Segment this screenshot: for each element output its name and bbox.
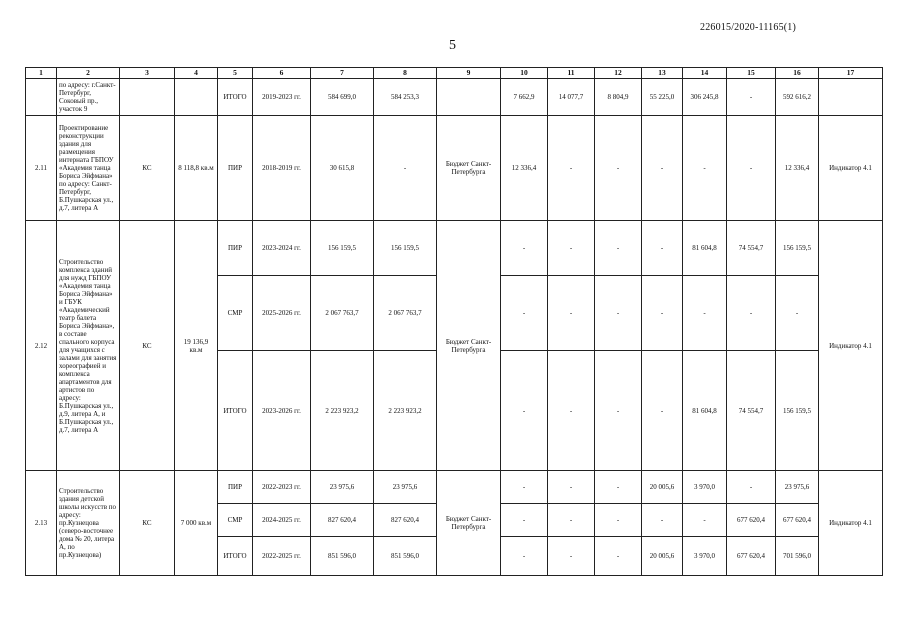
indicator-cell	[819, 79, 883, 116]
value-cell: 2 067 763,7	[311, 276, 374, 351]
item-number-cell	[26, 79, 57, 116]
period-cell: 2022-2025 гг.	[253, 537, 311, 576]
value-cell: 156 159,5	[374, 221, 437, 276]
value-cell: -	[727, 276, 776, 351]
header-cell: 10	[501, 68, 548, 79]
indicator-cell: Индикатор 4.1	[819, 221, 883, 471]
value-cell: 156 159,5	[776, 351, 819, 471]
value-cell: 827 620,4	[374, 504, 437, 537]
value-cell: -	[374, 116, 437, 221]
work-type-cell: СМР	[218, 276, 253, 351]
page-number: 5	[449, 38, 456, 53]
header-cell: 7	[311, 68, 374, 79]
value-cell: -	[501, 276, 548, 351]
period-cell: 2023-2024 гг.	[253, 221, 311, 276]
value-cell: -	[595, 351, 642, 471]
value-cell: 23 975,6	[311, 471, 374, 504]
value-cell: -	[548, 351, 595, 471]
value-cell: 156 159,5	[776, 221, 819, 276]
value-cell: -	[548, 221, 595, 276]
value-cell: -	[727, 471, 776, 504]
value-cell: 3 970,0	[683, 471, 727, 504]
value-cell: -	[501, 471, 548, 504]
source-cell: Бюджет Санкт-Петербурга	[437, 221, 501, 471]
value-cell: -	[595, 276, 642, 351]
value-cell: 2 067 763,7	[374, 276, 437, 351]
value-cell: 584 253,3	[374, 79, 437, 116]
header-cell: 12	[595, 68, 642, 79]
table-row-2-12-pir	[26, 221, 883, 276]
value-cell: 677 620,4	[776, 504, 819, 537]
indicator-cell: Индикатор 4.1	[819, 471, 883, 576]
value-cell: 81 604,8	[683, 221, 727, 276]
header-cell: 2	[57, 68, 120, 79]
object-name-cell: по адресу: г.Санкт-Петербург, Соковый пр., участок 9	[57, 79, 120, 116]
header-cell: 8	[374, 68, 437, 79]
value-cell: 677 620,4	[727, 537, 776, 576]
value-cell: 851 596,0	[374, 537, 437, 576]
header-cell: 1	[26, 68, 57, 79]
value-cell: 2 223 923,2	[374, 351, 437, 471]
value-cell: 592 616,2	[776, 79, 819, 116]
source-cell: Бюджет Санкт-Петербурга	[437, 116, 501, 221]
period-cell: 2018-2019 гг.	[253, 116, 311, 221]
value-cell: 30 615,8	[311, 116, 374, 221]
table-row-2-11	[26, 116, 883, 221]
value-cell: -	[548, 116, 595, 221]
header-cell: 14	[683, 68, 727, 79]
value-cell: 74 554,7	[727, 221, 776, 276]
value-cell: -	[595, 537, 642, 576]
value-cell: -	[642, 221, 683, 276]
table-row-continuation	[26, 79, 883, 116]
value-cell: -	[501, 351, 548, 471]
work-type-cell: СМР	[218, 504, 253, 537]
value-cell: -	[683, 276, 727, 351]
kind-cell	[120, 79, 175, 116]
value-cell: 584 699,0	[311, 79, 374, 116]
period-cell: 2019-2023 гг.	[253, 79, 311, 116]
period-cell: 2022-2023 гг.	[253, 471, 311, 504]
program-table	[25, 67, 883, 576]
table-row-2-13-pir	[26, 471, 883, 504]
period-cell: 2024-2025 гг.	[253, 504, 311, 537]
kind-cell: КС	[120, 116, 175, 221]
document-number: 226015/2020-11165(1)	[700, 22, 797, 33]
value-cell: -	[595, 471, 642, 504]
capacity-cell: 7 000 кв.м	[175, 471, 218, 576]
program-table-container	[25, 67, 882, 575]
value-cell: -	[595, 116, 642, 221]
header-cell: 16	[776, 68, 819, 79]
value-cell: -	[548, 471, 595, 504]
item-number-cell: 2.13	[26, 471, 57, 576]
work-type-cell: ИТОГО	[218, 351, 253, 471]
work-type-cell: ИТОГО	[218, 537, 253, 576]
value-cell: -	[727, 116, 776, 221]
value-cell: 3 970,0	[683, 537, 727, 576]
work-type-cell: ПИР	[218, 471, 253, 504]
value-cell: 8 804,9	[595, 79, 642, 116]
value-cell: -	[548, 504, 595, 537]
value-cell: 2 223 923,2	[311, 351, 374, 471]
item-number-cell: 2.11	[26, 116, 57, 221]
indicator-cell: Индикатор 4.1	[819, 116, 883, 221]
value-cell: -	[595, 504, 642, 537]
value-cell: 677 620,4	[727, 504, 776, 537]
object-name-cell: Проектирование реконструкции здания для размещения интерната ГБПОУ «Академия танца Бориса Эйфмана» по адресу: Санкт-Петербург, Б.Пушкарская ул., д.7, литера А	[57, 116, 120, 221]
capacity-cell: 8 118,8 кв.м	[175, 116, 218, 221]
value-cell: -	[683, 504, 727, 537]
value-cell: -	[683, 116, 727, 221]
value-cell: 14 077,7	[548, 79, 595, 116]
value-cell: -	[548, 276, 595, 351]
value-cell: -	[501, 537, 548, 576]
value-cell: -	[642, 504, 683, 537]
value-cell: 81 604,8	[683, 351, 727, 471]
value-cell: 156 159,5	[311, 221, 374, 276]
header-cell: 3	[120, 68, 175, 79]
value-cell: 55 225,0	[642, 79, 683, 116]
capacity-cell: 19 136,9 кв.м	[175, 221, 218, 471]
value-cell: 851 596,0	[311, 537, 374, 576]
work-type-cell: ИТОГО	[218, 79, 253, 116]
value-cell: 827 620,4	[311, 504, 374, 537]
value-cell: -	[776, 276, 819, 351]
value-cell: -	[727, 79, 776, 116]
value-cell: -	[642, 351, 683, 471]
value-cell: 306 245,8	[683, 79, 727, 116]
value-cell: 74 554,7	[727, 351, 776, 471]
kind-cell: КС	[120, 471, 175, 576]
header-cell: 15	[727, 68, 776, 79]
value-cell: -	[548, 537, 595, 576]
value-cell: -	[642, 116, 683, 221]
value-cell: 7 662,9	[501, 79, 548, 116]
header-cell: 17	[819, 68, 883, 79]
header-cell: 13	[642, 68, 683, 79]
period-cell: 2025-2026 гг.	[253, 276, 311, 351]
capacity-cell	[175, 79, 218, 116]
header-cell: 4	[175, 68, 218, 79]
column-number-header-row	[26, 68, 883, 79]
value-cell: 23 975,6	[776, 471, 819, 504]
value-cell: -	[595, 221, 642, 276]
value-cell: 12 336,4	[776, 116, 819, 221]
item-number-cell: 2.12	[26, 221, 57, 471]
header-cell: 6	[253, 68, 311, 79]
value-cell: -	[501, 221, 548, 276]
work-type-cell: ПИР	[218, 116, 253, 221]
header-cell: 5	[218, 68, 253, 79]
value-cell: 23 975,6	[374, 471, 437, 504]
object-name-cell: Строительство здания детской школы искусств по адресу: пр.Кузнецова (северо-восточнее дома № 20, литера А, по пр.Кузнецова)	[57, 471, 120, 576]
kind-cell: КС	[120, 221, 175, 471]
source-cell: Бюджет Санкт-Петербурга	[437, 471, 501, 576]
value-cell: 12 336,4	[501, 116, 548, 221]
period-cell: 2023-2026 гг.	[253, 351, 311, 471]
header-cell: 11	[548, 68, 595, 79]
object-name-cell: Строительство комплекса зданий для нужд ГБПОУ «Академия танца Бориса Эйфмана» и ГБУК «Академический театр балета Бориса Эйфмана», в составе спального корпуса для учащихся с залами для занятия хореографией и комплекса апартаментов для артистов по адресу: Б.Пушкарская ул., д.9, литера А, и Б.Пушкарская ул., д.7, литера А	[57, 221, 120, 471]
work-type-cell: ПИР	[218, 221, 253, 276]
value-cell: 701 596,0	[776, 537, 819, 576]
header-cell: 9	[437, 68, 501, 79]
value-cell: -	[642, 276, 683, 351]
value-cell: 20 005,6	[642, 537, 683, 576]
value-cell: -	[501, 504, 548, 537]
source-cell	[437, 79, 501, 116]
value-cell: 20 005,6	[642, 471, 683, 504]
